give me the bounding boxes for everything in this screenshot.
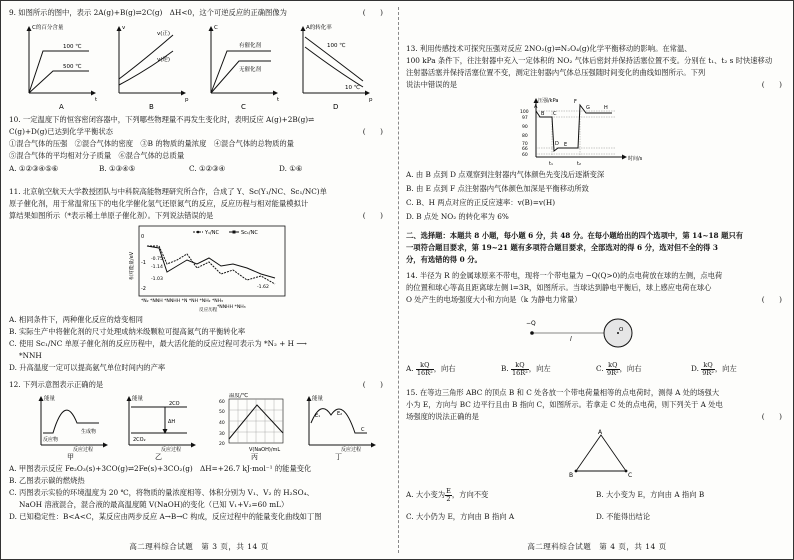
svg-text:B: B: [569, 472, 574, 479]
svg-text:无催化剂: 无催化剂: [239, 67, 262, 73]
q13-line2: 100 kPa 条件下，往注射器中充入一定体积的 NO₂ 气体后密封并保持活塞位置不变。分别在 t₁、t₂ s 时快速移动: [406, 56, 773, 65]
q15-option-b: B. 大小变为 E，方向由 A 指向 B: [596, 490, 705, 499]
svg-text:t: t: [95, 97, 98, 103]
q15-line3: 场强度的说法正确的是 ( ): [406, 412, 782, 421]
q14-figure: [524, 311, 644, 353]
svg-text:E₂: E₂: [337, 411, 343, 417]
svg-text:v(正): v(正): [157, 31, 171, 37]
q12-option-b: B. 乙图表示碳的燃烧热: [9, 476, 85, 485]
svg-text:时间/s: 时间/s: [628, 156, 643, 162]
q12-graph-ding: [309, 394, 375, 461]
q12-graphs: [9, 393, 389, 461]
svg-text:*NNHH *NH₃: *NNHH *NH₃: [217, 305, 246, 310]
svg-text:F: F: [574, 99, 577, 105]
svg-text:66: 66: [522, 147, 528, 152]
svg-text:v: v: [122, 25, 126, 31]
q13-line1: 13. 利用传感技术可探究压强对反应 2NO₂(g)⇌N₂O₄(g)化学平衡移动的影响。在常温、: [406, 44, 692, 53]
svg-text:-2: -2: [141, 286, 146, 292]
q12-graph-bing: [219, 393, 283, 461]
q9-graph-d: [303, 23, 373, 111]
svg-text:C: C: [553, 111, 557, 117]
q10-line1: 10. 一定温度下的恒容密闭容器中，下列哪些物理量不再发生变化时，表明反应 A(g)+2B(g)⇌: [9, 115, 315, 124]
right-column: [406, 1, 788, 559]
section2-line1: 二、选择题：本题共 8 小题，每小题 6 分，共 48 分。在每小题给出的四个选项中，第 14~18 题只有: [406, 231, 744, 240]
q15-line1: 15. 在等边三角形 ABC 的顶点 B 和 C 处各放一个带电荷量相等的点电荷时，测得 A 处的场强大: [406, 388, 720, 397]
svg-text:G: G: [586, 105, 590, 111]
svg-text:E: E: [564, 142, 568, 148]
svg-text:2CO: 2CO: [169, 401, 180, 407]
q13-option-b: B. 由 E 点到 F 点注射器内气体颜色加深是平衡移动所致: [406, 184, 589, 193]
q11-line2: 原子催化剂，用于常温常压下的电化学催化氢气还原氮气的反应，反应历程与相对能量模拟计: [9, 199, 309, 208]
svg-text:0: 0: [141, 234, 145, 240]
svg-text:甲: 甲: [67, 453, 74, 461]
page-divider: [398, 7, 399, 553]
svg-text:B: B: [149, 103, 154, 111]
svg-text:E₁: E₁: [315, 413, 321, 419]
svg-text:50: 50: [219, 410, 225, 415]
left-column: [9, 1, 389, 559]
q11-energy-chart: [129, 224, 289, 312]
svg-text:丙: 丙: [251, 453, 258, 461]
svg-text:100: 100: [520, 110, 529, 115]
q11-option-a: A. 相同条件下，两种催化反应的焓变相同: [9, 315, 143, 324]
svg-text:温度/℃: 温度/℃: [229, 393, 249, 399]
svg-text:压强/kPa: 压强/kPa: [538, 98, 559, 104]
q13-option-a: A. 由 B 点到 D 点观察到注射器内气体颜色先变浅后逐渐变深: [406, 170, 605, 179]
svg-text:-1.62: -1.62: [257, 285, 269, 290]
page-footer-left: 高二理科综合试题 第 3 页，共 14 页: [129, 542, 269, 551]
svg-text:90: 90: [522, 125, 528, 130]
svg-text:A: A: [59, 103, 64, 111]
q9-stem: 9. 如图所示的图中，表示 2A(g)+B(g)⇌2C(g) ΔH<0，这个可逆反应的正确图像为 ( ): [9, 8, 383, 17]
q10-line2: C(g)+D(g)已达到化学平衡状态 ( ): [9, 127, 383, 136]
svg-text:反应过程: 反应过程: [341, 447, 362, 453]
svg-text:-1: -1: [141, 260, 146, 266]
q15-line2: 小为 E，方向与 BC 边平行且由 B 指向 C，如图所示。若拿走 C 处的点电荷，则下列关于 A 处电: [406, 400, 723, 409]
svg-text:30: 30: [219, 432, 225, 437]
q10-line4: ⑤混合气体的平均相对分子质量 ⑥混合气体的总质量: [9, 151, 185, 160]
q12-graph-yi: [129, 394, 195, 461]
svg-text:D: D: [555, 141, 559, 147]
q10-line3: ①混合气体的压强 ②混合气体的密度 ③B 的物质的量浓度 ④混合气体的总物质的量: [9, 139, 294, 148]
svg-text:B: B: [541, 111, 545, 117]
svg-text:80: 80: [522, 134, 528, 139]
svg-text:l: l: [570, 336, 572, 343]
svg-text:有催化剂: 有催化剂: [239, 43, 262, 49]
q12-graph-jia: [41, 394, 107, 461]
svg-text:生成物: 生成物: [81, 429, 97, 435]
svg-text:能量: 能量: [132, 396, 144, 402]
svg-text:*N₂ *NNH *NNHH *N *NH *NH₂ *NH: *N₂ *NNH *NNHH *N *NH *NH₂ *NH₃: [141, 299, 224, 304]
q14-line3: O 处产生的电场强度大小和方向是（k 为静电力常量） ( ): [406, 295, 782, 304]
svg-text:反应过程: 反应过程: [161, 447, 182, 453]
svg-text:500 ℃: 500 ℃: [63, 64, 82, 70]
svg-text:反应过程: 反应过程: [73, 447, 94, 453]
q11-option-d: D. 升高温度一定可以提高氨气单位时间内的产率: [9, 363, 166, 372]
q14-line1: 14. 半径为 R 的金属球原来不带电，现将一个带电量为 −Q(Q>0)的点电荷放在球的左侧，点电荷: [406, 271, 723, 280]
svg-text:20: 20: [219, 442, 225, 447]
svg-text:O: O: [619, 327, 624, 333]
q12-option-c: C. 丙图表示实验的环境温度为 20 ℃，将物质的量浓度相等、体积分别为 V₁、V₂ 的 H₂SO₄、: [9, 488, 314, 497]
q14-line2: 的位置和球心等高且距离球左侧 l=3R，如图所示。当球达到静电平衡后，球上感应电荷在球心: [406, 283, 712, 292]
svg-text:C: C: [241, 103, 246, 111]
svg-text:C: C: [628, 472, 633, 479]
svg-text:100 ℃: 100 ℃: [63, 44, 82, 50]
q11-option-b: B. 实际生产中将催化剂的尺寸处理成纳米级颗粒可提高氮气的平衡转化率: [9, 327, 246, 336]
section2-line2: 一项符合题目要求，第 19~21 题有多项符合题目要求，全部选对的得 6 分，选对但不全的得 3: [406, 243, 718, 252]
svg-text:t: t: [277, 97, 280, 103]
svg-text:70: 70: [522, 142, 528, 147]
svg-text:A: A: [598, 429, 603, 436]
q9-graphs: [9, 21, 389, 113]
svg-text:-0.75: -0.75: [151, 257, 163, 262]
svg-text:C: C: [361, 427, 365, 433]
svg-text:2CO₂: 2CO₂: [133, 437, 146, 443]
svg-text:t₁: t₁: [549, 161, 553, 167]
q10-options: A. ①②③④⑤⑥ B. ①③④⑤ C. ①②③④ D. ①⑥: [9, 164, 303, 173]
svg-text:能量: 能量: [312, 396, 324, 402]
q9-graph-a: [29, 23, 98, 111]
svg-text:Y₁/NC: Y₁/NC: [205, 230, 219, 236]
q13-line4: 说法中错误的是 ( ): [406, 80, 782, 89]
svg-text:丁: 丁: [335, 453, 342, 461]
svg-text:相对能量/eV: 相对能量/eV: [129, 251, 135, 280]
q14-options: A. $\frac{kQ}{\text{16R²}}$ ，向右 B. $\frac{kQ}{\text{16R²}}$ ，向左 C. $\frac{kQ}{\text{9R²}}$ ，向右 D. $\frac{kQ}{\text{9R²}}$ ，向左: [406, 360, 737, 377]
svg-text:10 ℃: 10 ℃: [345, 85, 360, 91]
svg-text:A: A: [534, 104, 538, 110]
svg-text:60: 60: [219, 400, 225, 405]
svg-text:A的转化率: A的转化率: [306, 25, 332, 31]
svg-text:D: D: [333, 103, 339, 111]
svg-text:C: C: [214, 25, 218, 31]
svg-text:V(NaOH)/mL: V(NaOH)/mL: [249, 447, 281, 453]
q13-line3: 注射器活塞并保持活塞位置不变，测定注射器内气体总压强随时间变化的曲线如图所示。下列: [406, 68, 706, 77]
q13-pressure-chart: [516, 95, 666, 167]
svg-text:Sc₁/NC: Sc₁/NC: [241, 230, 258, 236]
q11-line1: 11. 北京航空航天大学教授团队与中科院高能物理研究所合作，合成了 Y、Sc(Y₁/NC、Sc₁/NC)单: [9, 187, 327, 196]
q9-graph-c: [211, 25, 280, 111]
svg-text:反应历程: 反应历程: [199, 308, 218, 312]
q11-option-c-cont: *NNH: [19, 351, 42, 360]
q15-triangle-figure: [566, 429, 636, 479]
svg-text:60: 60: [522, 153, 528, 158]
q11-option-c: C. 使用 Sc₁/NC 单原子催化剂的反应历程中，最大活化能的反应过程可表示为 *N₂ + H ⟶: [9, 339, 307, 348]
q9-graph-b: [119, 25, 189, 111]
page-footer-right: 高二理科综合试题 第 4 页，共 14 页: [527, 542, 667, 551]
svg-text:t₂: t₂: [577, 161, 581, 167]
svg-text:p: p: [369, 97, 373, 103]
svg-text:−Q: −Q: [526, 320, 536, 327]
svg-text:C的百分含量: C的百分含量: [32, 25, 64, 31]
svg-text:p: p: [185, 97, 189, 103]
section2-line3: 分，有选错的得 0 分。: [406, 255, 482, 264]
q13-option-c: C. B、H 两点对应的正反应速率：v(B)=v(H): [406, 198, 556, 207]
q15-option-d: D. 不能得出结论: [596, 512, 651, 521]
svg-text:-1.14: -1.14: [151, 265, 163, 270]
svg-text:-1.03: -1.03: [151, 277, 163, 282]
svg-text:能量: 能量: [44, 396, 56, 402]
svg-text:v(逆): v(逆): [157, 57, 171, 63]
svg-text:反应物: 反应物: [43, 437, 59, 443]
q15-option-c-d: C. 大小仍为 E，方向由 B 指向 A D. 不能得出结论: [406, 512, 651, 521]
q12-option-a: A. 甲图表示反应 Fe₂O₃(s)+3CO(g)⇌2Fe(s)+3CO₂(g) ΔH=+26.7 kJ·mol⁻¹ 的能量变化: [9, 464, 312, 473]
q11-line3: 算结果如图所示（*表示稀土单原子催化剂）。下列说法错误的是 ( ): [9, 211, 383, 220]
q12-option-d: D. 已知稳定性：B<A<C，某反应由两步反应 A→B→C 构成，反应过程中的能量变化曲线如丁图: [9, 512, 322, 521]
q12-stem: 12. 下列示意图表示正确的是 ( ): [9, 380, 383, 389]
svg-text:97: 97: [522, 116, 528, 121]
q15-option-a: A. 大小变为 $\frac{E}{2}$ ，方向不变 B. 大小变为 E，方向由 A 指向 B: [406, 487, 705, 503]
svg-text:ΔH: ΔH: [168, 419, 176, 425]
svg-text:100 ℃: 100 ℃: [327, 43, 346, 49]
q12-option-c-cont: NaOH 溶液混合，混合液的最高温度随 V(NaOH)的变化（已知 V₁+V₂=60 mL）: [19, 500, 289, 509]
svg-text:40: 40: [219, 421, 225, 426]
svg-text:H: H: [604, 105, 608, 111]
q13-option-d: D. B 点处 NO₂ 的转化率为 6%: [406, 212, 509, 221]
svg-text:乙: 乙: [155, 453, 162, 461]
